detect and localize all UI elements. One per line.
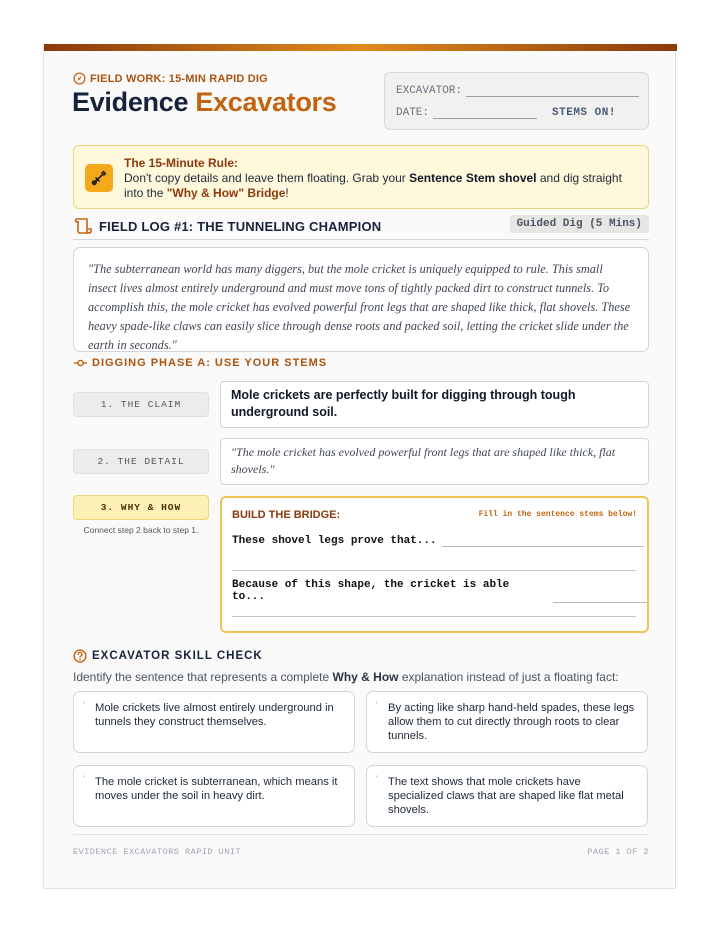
rule-title: The 15-Minute Rule: bbox=[124, 156, 239, 170]
date-label: DATE: bbox=[396, 107, 430, 119]
rule-text-part: and dig straight into the bbox=[124, 171, 622, 200]
title-accent: Excavators bbox=[195, 87, 337, 117]
rule-text bbox=[124, 156, 644, 201]
phase-a-heading bbox=[74, 357, 327, 369]
rule-bold-stem: Sentence Stem shovel bbox=[409, 171, 537, 185]
answer-option[interactable]: ' By acting like sharp hand-held spades, these legs allow them to cut directly through roots to clear tunnels. bbox=[366, 691, 648, 753]
rule-bold-bridge: "Why & How" Bridge bbox=[166, 186, 286, 200]
stem-row bbox=[232, 534, 644, 547]
stem-1-answer-line[interactable] bbox=[442, 534, 644, 547]
bridge-title: BUILD THE BRIDGE: bbox=[232, 509, 341, 521]
skill-question bbox=[73, 670, 619, 684]
time-badge: Guided Dig (5 Mins) bbox=[510, 215, 649, 233]
question-text: Identify the sentence that represents a complete bbox=[73, 670, 333, 684]
phase-a-title: DIGGING PHASE A: USE YOUR STEMS bbox=[92, 357, 328, 369]
reading-passage: "The subterranean world has many diggers, but the mole cricket is uniquely equipped to rule. This small insect lives almost entirely underground and must move tons of tightly packed dirt to construct tunnels. To accomplish this, the mole cricket has evolved powerful front legs that are shaped like thick, flat shovels. These heavy spade-like claws can easily slice through dense roots and packed soil, letting the cricket slide under the earth in seconds." bbox=[73, 247, 649, 352]
step-why-how-label: 3. WHY & HOW bbox=[73, 495, 209, 520]
page-title bbox=[72, 87, 336, 118]
answer-option[interactable]: ' The text shows that mole crickets have specialized claws that are shaped like flat metal shovels. bbox=[366, 765, 648, 827]
excavator-name-field[interactable] bbox=[466, 84, 639, 97]
page-footer bbox=[73, 834, 649, 857]
excavator-label: EXCAVATOR: bbox=[396, 85, 463, 97]
stem-1: These shovel legs prove that... bbox=[232, 535, 437, 547]
answer-line[interactable] bbox=[232, 616, 636, 617]
stem-row bbox=[232, 579, 647, 603]
answer-line[interactable] bbox=[232, 570, 636, 571]
kicker-text: FIELD WORK: 15-MIN RAPID DIG bbox=[90, 72, 268, 85]
date-field[interactable] bbox=[433, 106, 537, 119]
rule-text-part: Don't copy details and leave them floating. Grab your bbox=[124, 171, 410, 185]
page-number: PAGE 1 OF 2 bbox=[587, 847, 649, 857]
header-kicker bbox=[73, 72, 268, 85]
skill-check-title: EXCAVATOR SKILL CHECK bbox=[92, 650, 263, 662]
worksheet-page bbox=[43, 44, 676, 889]
bridge-hint: Fill in the sentence stems below! bbox=[478, 510, 637, 519]
step-note: Connect step 2 back to step 1. bbox=[83, 525, 199, 535]
scroll-icon bbox=[74, 216, 94, 236]
question-icon bbox=[73, 649, 87, 663]
commit-icon bbox=[74, 359, 87, 367]
question-text: explanation instead of just a floating fact: bbox=[398, 670, 619, 684]
skill-check-heading bbox=[73, 649, 263, 663]
title-main: Evidence bbox=[72, 87, 189, 117]
top-accent-bar bbox=[44, 44, 677, 51]
stem-2-answer-line[interactable] bbox=[553, 590, 647, 603]
bridge-box bbox=[220, 496, 649, 633]
rule-text-part: ! bbox=[285, 186, 289, 200]
field-log-title: FIELD LOG #1: THE TUNNELING CHAMPION bbox=[99, 219, 382, 234]
shovel-icon bbox=[85, 164, 113, 192]
field-log-header bbox=[73, 214, 649, 240]
name-date-box bbox=[384, 72, 649, 130]
answer-option[interactable]: ' The mole cricket is subterranean, which means it moves under the soil in heavy dirt. bbox=[73, 765, 355, 827]
question-bold: Why & How bbox=[332, 670, 399, 684]
step-claim-label: 1. THE CLAIM bbox=[73, 392, 209, 417]
rule-callout bbox=[73, 145, 649, 209]
footer-unit: EVIDENCE EXCAVATORS RAPID UNIT bbox=[73, 847, 242, 857]
stem-2: Because of this shape, the cricket is able to... bbox=[232, 579, 510, 603]
step-detail-label: 2. THE DETAIL bbox=[73, 449, 209, 474]
claim-box: Mole crickets are perfectly built for digging through tough underground soil. bbox=[220, 381, 649, 428]
detail-box: "The mole cricket has evolved powerful front legs that are shaped like thick, flat shovels." bbox=[220, 438, 649, 485]
stems-on-label: STEMS ON! bbox=[552, 107, 616, 119]
compass-icon bbox=[73, 72, 86, 85]
answer-option[interactable]: ' Mole crickets live almost entirely underground in tunnels they construct themselves. bbox=[73, 691, 355, 753]
